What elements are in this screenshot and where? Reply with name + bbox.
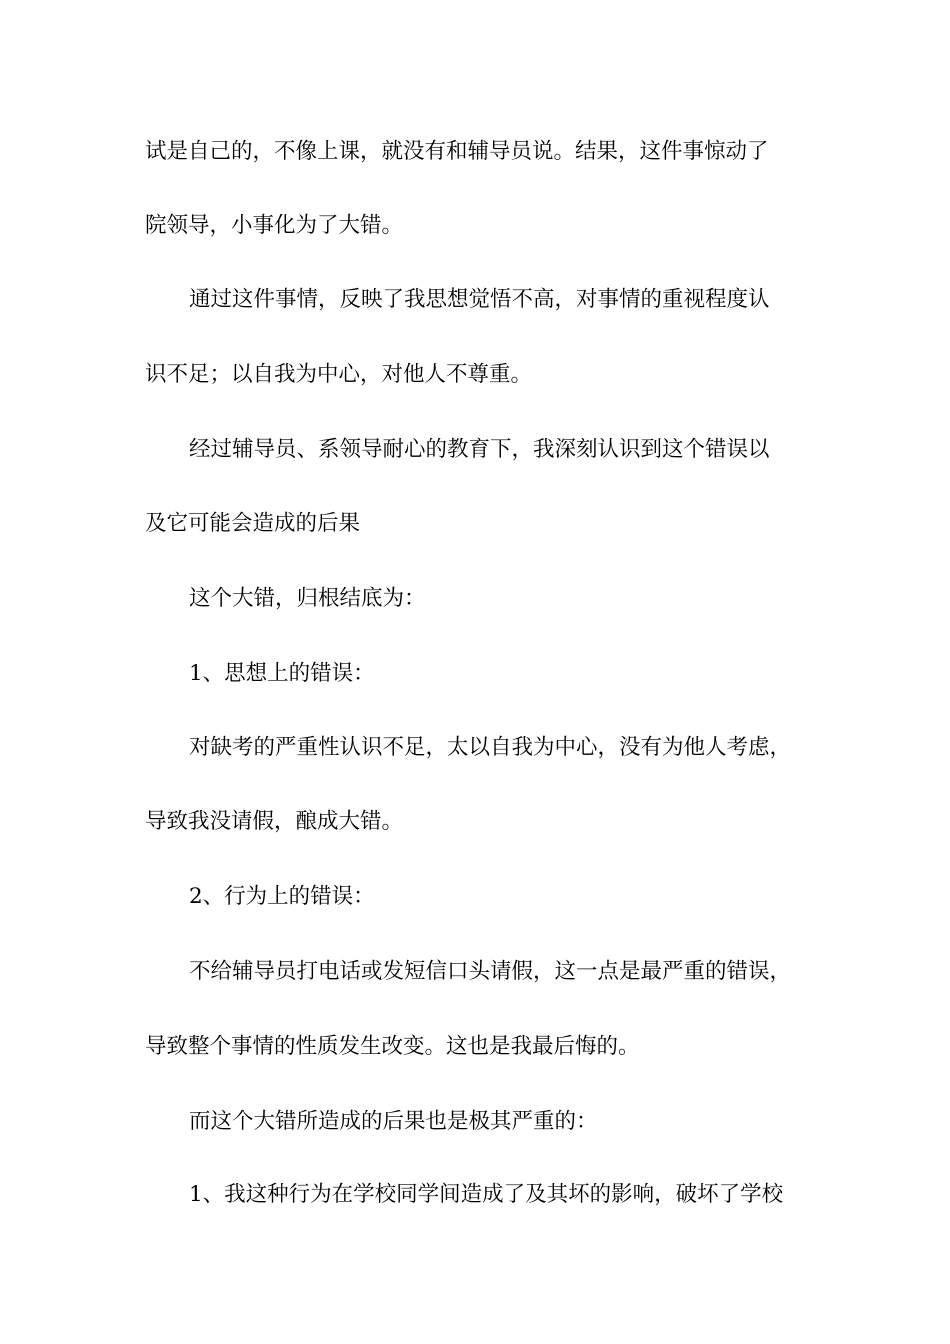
text-line: 院领导，小事化为了大错。	[145, 213, 404, 238]
text-line: 识不足；以自我为中心，对他人不尊重。	[145, 362, 533, 387]
text-line: 试是自己的，不像上课，就没有和辅导员说。结果，这件事惊动了	[145, 139, 769, 164]
text-line: 及它可能会造成的后果	[145, 511, 361, 536]
text-line: 2、行为上的错误：	[189, 884, 375, 909]
text-line: 不给辅导员打电话或发短信口头请假，这一点是最严重的错误，	[189, 959, 792, 984]
text-line: 导致我没请假，酿成大错。	[145, 809, 404, 834]
text-line: 导致整个事情的性质发生改变。这也是我最后悔的。	[145, 1034, 640, 1059]
text-line: 1、思想上的错误：	[189, 661, 375, 686]
text-line: 这个大错，归根结底为：	[189, 586, 426, 611]
text-line: 1、我这种行为在学校同学间造成了及其坏的影响，破坏了学校	[189, 1182, 784, 1207]
text-line: 经过辅导员、系领导耐心的教育下，我深刻认识到这个错误以	[189, 437, 770, 462]
text-line: 通过这件事情，反映了我思想觉悟不高，对事情的重视程度认	[189, 287, 770, 312]
text-line: 对缺考的严重性认识不足，太以自我为中心，没有为他人考虑，	[189, 735, 792, 760]
text-line: 而这个大错所造成的后果也是极其严重的：	[189, 1109, 598, 1134]
